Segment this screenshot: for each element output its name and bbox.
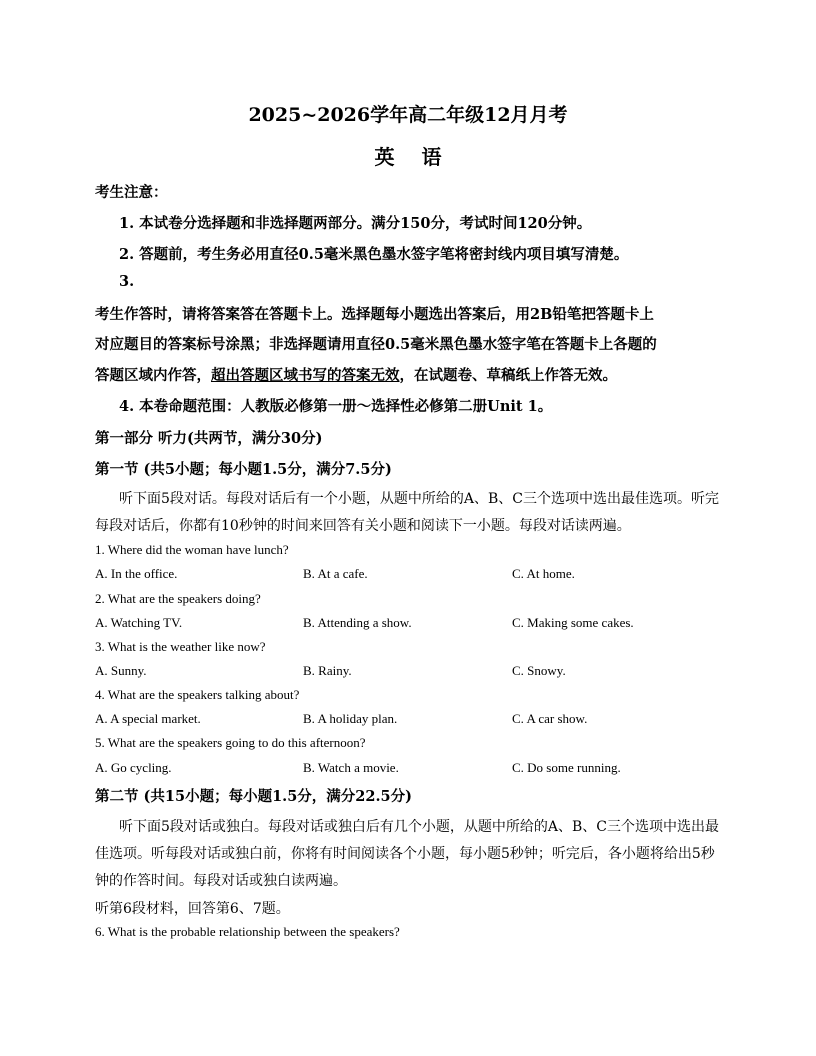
question-5: 5. What are the speakers going to do this afternoon? [95, 735, 366, 750]
notice-item-3-line-3 [95, 364, 617, 385]
question-2-option-b: B. Attending a show. [303, 615, 412, 630]
section2-instruction-line-3: 钟的作答时间。每段对话或独白读两遍。 [95, 873, 347, 889]
question-2-option-c: C. Making some cakes. [512, 615, 634, 630]
question-3-option-b: B. Rainy. [303, 663, 352, 678]
section2-instruction-line-1: 听下面5段对话或独白。每段对话或独白后有几个小题，从题中所给的A、B、C三个选项中选出最 [119, 819, 720, 835]
notice-label: 考生注意： [95, 184, 168, 201]
question-5-option-b: B. Watch a movie. [303, 760, 399, 775]
question-5-option-a: A. Go cycling. [95, 760, 172, 775]
question-1: 1. Where did the woman have lunch? [95, 542, 289, 557]
section2-instruction-line-2: 佳选项。听每段对话或独白前，你将有时间阅读各个小题，每小题5秒钟；听完后，各小题将给出5秒 [95, 846, 715, 862]
material-6-instruction: 听第6段材料，回答第6、7题。 [95, 901, 290, 917]
question-1-option-c: C. At home. [512, 566, 575, 581]
notice-item-2: 2. 答题前，考生务必用直径0.5毫米黑色墨水签字笔将密封线内项目填写清楚。 [119, 246, 629, 263]
question-4-option-c: C. A car show. [512, 711, 588, 726]
notice-item-3-line-1: 考生作答时，请将答案答在答题卡上。选择题每小题选出答案后，用2B铅笔把答题卡上 [95, 306, 654, 323]
question-3-option-a: A. Sunny. [95, 663, 147, 678]
question-1-option-a: A. In the office. [95, 566, 178, 581]
section1-instruction-line-2: 每段对话后，你都有10秒钟的时间来回答有关小题和阅读下一小题。每段对话读两遍。 [95, 518, 631, 534]
part1-heading: 第一部分 听力(共两节，满分30分) [95, 430, 323, 447]
exam-subject: 英 语 [374, 145, 452, 169]
notice-item-3-line-3-pre: 答题区域内作答， [95, 367, 211, 384]
question-2: 2. What are the speakers doing? [95, 591, 261, 606]
question-4-option-b: B. A holiday plan. [303, 711, 398, 726]
exam-title: 2025~2026学年高二年级12月月考 [248, 104, 568, 126]
question-6: 6. What is the probable relationship between the speakers? [95, 924, 400, 939]
question-3-option-c: C. Snowy. [512, 663, 566, 678]
notice-item-1: 1. 本试卷分选择题和非选择题两部分。满分150分，考试时间120分钟。 [119, 215, 592, 232]
notice-item-3-line-2: 对应题目的答案标号涂黑；非选择题请用直径0.5毫米黑色墨水签字笔在答题卡上各题的 [95, 336, 657, 353]
notice-item-3-line-3-post: ，在试题卷、草稿纸上作答无效。 [399, 367, 617, 384]
section2-heading: 第二节 (共15小题；每小题1.5分，满分22.5分) [95, 788, 412, 805]
question-4-option-a: A. A special market. [95, 711, 201, 726]
question-3: 3. What is the weather like now? [95, 639, 266, 654]
section1-heading: 第一节 (共5小题；每小题1.5分，满分7.5分) [95, 461, 392, 478]
question-1-option-b: B. At a cafe. [303, 566, 368, 581]
question-4: 4. What are the speakers talking about? [95, 687, 300, 702]
question-5-option-c: C. Do some running. [512, 760, 621, 775]
notice-item-3-number: 3. [119, 273, 135, 290]
notice-item-3-underlined: 超出答题区域书写的答案无效 [211, 367, 400, 384]
section1-instruction-line-1: 听下面5段对话。每段对话后有一个小题，从题中所给的A、B、C三个选项中选出最佳选项。听完 [119, 491, 720, 507]
question-2-option-a: A. Watching TV. [95, 615, 183, 630]
notice-item-4: 4. 本卷命题范围：人教版必修第一册～选择性必修第二册Unit 1。 [119, 398, 553, 415]
